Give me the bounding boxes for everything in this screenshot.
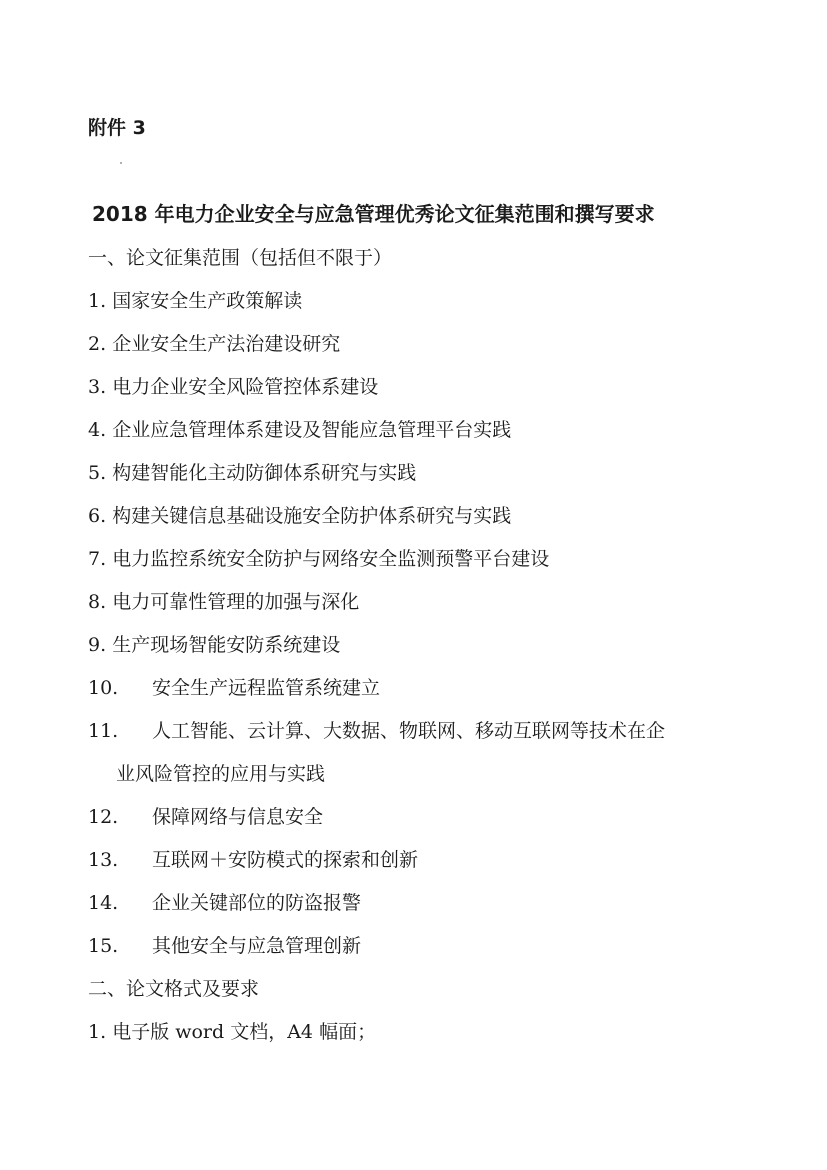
item-number: 8. [88, 591, 107, 613]
list-item [88, 719, 665, 743]
item-text: 互联网＋安防模式的探索和创新 [152, 849, 419, 871]
item-text: 电力可靠性管理的加强与深化 [112, 591, 360, 613]
item-text: 企业安全生产法治建设研究 [112, 333, 341, 355]
list-item [88, 1020, 376, 1044]
item-number: 13. [88, 849, 119, 871]
list-item [88, 590, 359, 614]
item-number: 11. [88, 720, 119, 742]
item-text: 企业关键部位的防盗报警 [152, 892, 362, 914]
list-item [88, 461, 416, 485]
item-number: 2. [88, 333, 107, 355]
list-item [88, 504, 511, 528]
list-item [88, 332, 340, 356]
list-item [88, 934, 361, 958]
item-number: 6. [88, 505, 107, 527]
item-text: 构建智能化主动防御体系研究与实践 [112, 462, 417, 484]
section-1-heading: 一、论文征集范围（包括但不限于） [88, 247, 393, 269]
item-text: 生产现场智能安防系统建设 [112, 634, 341, 656]
item-number: 3. [88, 376, 107, 398]
item-text: 企业应急管理体系建设及智能应急管理平台实践 [112, 419, 512, 441]
item-text: 人工智能、云计算、大数据、物联网、移动互联网等技术在企 [152, 720, 666, 742]
list-item [88, 633, 340, 657]
attachment-label: 附件 3 [88, 117, 146, 139]
section-2-heading: 二、论文格式及要求 [88, 978, 260, 1000]
list-item-continuation: 业风险管控的应用与实践 [116, 763, 326, 785]
item-text: 安全生产远程监管系统建立 [152, 677, 381, 699]
item-text: 电子版 word 文档，A4 幅面； [112, 1021, 377, 1043]
item-number: 7. [88, 548, 107, 570]
list-item [88, 418, 511, 442]
item-text: 电力监控系统安全防护与网络安全监测预警平台建设 [112, 548, 550, 570]
item-number: 10. [88, 677, 119, 699]
item-text: 保障网络与信息安全 [152, 806, 324, 828]
list-item [88, 375, 378, 399]
document-title: 2018 年电力企业安全与应急管理优秀论文征集范围和撰写要求 [92, 202, 655, 226]
item-number: 5. [88, 462, 107, 484]
list-item [88, 289, 302, 313]
item-number: 15. [88, 935, 119, 957]
list-item [88, 547, 549, 571]
item-text: 构建关键信息基础设施安全防护体系研究与实践 [112, 505, 512, 527]
list-item [88, 805, 323, 829]
item-number: 1. [88, 1021, 107, 1043]
item-number: 12. [88, 806, 119, 828]
item-number: 9. [88, 634, 107, 656]
item-number: 4. [88, 419, 107, 441]
list-item [88, 848, 418, 872]
item-number: 1. [88, 290, 107, 312]
item-text: 国家安全生产政策解读 [112, 290, 303, 312]
item-text: 电力企业安全风险管控体系建设 [112, 376, 379, 398]
item-number: 14. [88, 892, 119, 914]
item-text: 其他安全与应急管理创新 [152, 935, 362, 957]
list-item [88, 676, 380, 700]
list-item [88, 891, 361, 915]
scan-speck [120, 162, 122, 164]
